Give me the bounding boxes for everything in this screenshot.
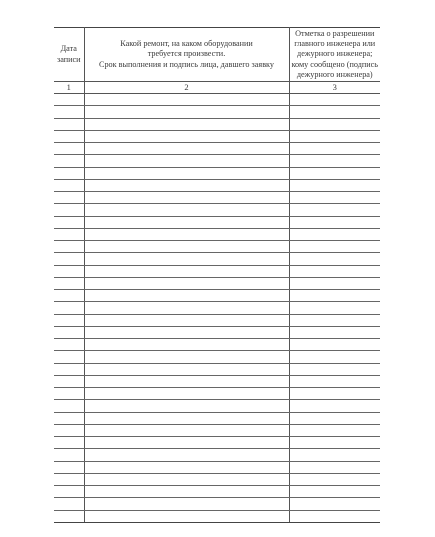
blank-cell[interactable] xyxy=(289,192,380,204)
blank-cell[interactable] xyxy=(84,192,289,204)
blank-cell[interactable] xyxy=(289,339,380,351)
blank-cell[interactable] xyxy=(289,473,380,485)
table-row xyxy=(54,314,380,326)
column-number-3: 3 xyxy=(289,82,380,94)
blank-cell[interactable] xyxy=(84,106,289,118)
table-row xyxy=(54,94,380,106)
blank-cell[interactable] xyxy=(289,94,380,106)
blank-cell[interactable] xyxy=(54,314,84,326)
table-row xyxy=(54,326,380,338)
blank-cell[interactable] xyxy=(84,302,289,314)
blank-cell[interactable] xyxy=(84,94,289,106)
table-row xyxy=(54,204,380,216)
blank-cell[interactable] xyxy=(289,216,380,228)
table-row xyxy=(54,216,380,228)
repair-log-table xyxy=(54,27,380,523)
table-row xyxy=(54,277,380,289)
column-number-2: 2 xyxy=(84,82,289,94)
blank-cell[interactable] xyxy=(54,339,84,351)
table-row xyxy=(54,412,380,424)
blank-cell[interactable] xyxy=(54,216,84,228)
table-row xyxy=(54,143,380,155)
table-row xyxy=(54,375,380,387)
blank-cell[interactable] xyxy=(54,143,84,155)
table-row xyxy=(54,179,380,191)
blank-cell[interactable] xyxy=(289,179,380,191)
table-row xyxy=(54,118,380,130)
blank-cell[interactable] xyxy=(289,204,380,216)
repair-log-form xyxy=(54,27,380,523)
table-row xyxy=(54,449,380,461)
column-number-row xyxy=(54,82,380,94)
blank-cell[interactable] xyxy=(54,388,84,400)
column-number-1: 1 xyxy=(54,82,84,94)
blank-cell[interactable] xyxy=(84,118,289,130)
blank-cell[interactable] xyxy=(289,363,380,375)
blank-cell[interactable] xyxy=(54,461,84,473)
blank-cell[interactable] xyxy=(54,118,84,130)
table-row xyxy=(54,265,380,277)
table-row xyxy=(54,192,380,204)
table-row xyxy=(54,486,380,498)
blank-cell[interactable] xyxy=(289,510,380,522)
blank-cell[interactable] xyxy=(54,106,84,118)
blank-cell[interactable] xyxy=(84,510,289,522)
blank-cell[interactable] xyxy=(289,400,380,412)
table-row xyxy=(54,510,380,522)
blank-cell[interactable] xyxy=(54,167,84,179)
blank-cell[interactable] xyxy=(84,498,289,510)
blank-cell[interactable] xyxy=(84,449,289,461)
blank-cell[interactable] xyxy=(289,498,380,510)
blank-cell[interactable] xyxy=(84,424,289,436)
blank-cell[interactable] xyxy=(289,290,380,302)
blank-cell[interactable] xyxy=(84,486,289,498)
blank-cell[interactable] xyxy=(54,326,84,338)
blank-cell[interactable] xyxy=(289,155,380,167)
blank-cell[interactable] xyxy=(54,351,84,363)
blank-cell[interactable] xyxy=(54,363,84,375)
blank-cell[interactable] xyxy=(54,510,84,522)
table-body xyxy=(54,94,380,523)
table-row xyxy=(54,498,380,510)
table-row xyxy=(54,400,380,412)
table-row xyxy=(54,106,380,118)
blank-cell[interactable] xyxy=(289,253,380,265)
blank-cell[interactable] xyxy=(289,302,380,314)
blank-cell[interactable] xyxy=(84,179,289,191)
blank-cell[interactable] xyxy=(54,155,84,167)
blank-cell[interactable] xyxy=(289,351,380,363)
blank-cell[interactable] xyxy=(289,375,380,387)
table-row xyxy=(54,228,380,240)
header-date: Дата записи xyxy=(54,28,84,82)
blank-cell[interactable] xyxy=(54,449,84,461)
blank-cell[interactable] xyxy=(289,388,380,400)
blank-cell[interactable] xyxy=(54,204,84,216)
blank-cell[interactable] xyxy=(289,118,380,130)
blank-cell[interactable] xyxy=(84,326,289,338)
blank-cell[interactable] xyxy=(289,424,380,436)
table-row xyxy=(54,241,380,253)
blank-cell[interactable] xyxy=(54,192,84,204)
table-row xyxy=(54,461,380,473)
table-row xyxy=(54,130,380,142)
blank-cell[interactable] xyxy=(289,449,380,461)
blank-cell[interactable] xyxy=(84,473,289,485)
blank-cell[interactable] xyxy=(289,486,380,498)
blank-cell[interactable] xyxy=(54,179,84,191)
table-row xyxy=(54,437,380,449)
table-row xyxy=(54,351,380,363)
blank-cell[interactable] xyxy=(289,130,380,142)
blank-cell[interactable] xyxy=(289,241,380,253)
blank-cell[interactable] xyxy=(84,388,289,400)
blank-cell[interactable] xyxy=(289,277,380,289)
blank-cell[interactable] xyxy=(84,461,289,473)
table-row xyxy=(54,167,380,179)
table-row xyxy=(54,302,380,314)
blank-cell[interactable] xyxy=(289,412,380,424)
table-row xyxy=(54,290,380,302)
table-row xyxy=(54,155,380,167)
blank-cell[interactable] xyxy=(84,228,289,240)
table-row xyxy=(54,363,380,375)
table-row xyxy=(54,473,380,485)
table-row xyxy=(54,424,380,436)
blank-cell[interactable] xyxy=(54,375,84,387)
blank-cell[interactable] xyxy=(84,265,289,277)
blank-cell[interactable] xyxy=(84,130,289,142)
blank-cell[interactable] xyxy=(54,437,84,449)
blank-cell[interactable] xyxy=(54,486,84,498)
blank-cell[interactable] xyxy=(54,94,84,106)
blank-cell[interactable] xyxy=(289,437,380,449)
blank-cell[interactable] xyxy=(54,412,84,424)
header-repair-description: Какой ремонт, на каком оборудовании требуется произвести. Срок выполнения и подпись лица, давшего заявку xyxy=(84,28,289,82)
blank-cell[interactable] xyxy=(54,302,84,314)
blank-cell[interactable] xyxy=(289,228,380,240)
blank-cell[interactable] xyxy=(54,228,84,240)
blank-cell[interactable] xyxy=(84,314,289,326)
blank-cell[interactable] xyxy=(84,167,289,179)
blank-cell[interactable] xyxy=(84,351,289,363)
blank-cell[interactable] xyxy=(84,204,289,216)
header-approval-mark: Отметка о разрешении главного инженера или дежурного инженера; кому сообщено (подпись дежурного инженера) xyxy=(289,28,380,82)
blank-cell[interactable] xyxy=(289,461,380,473)
blank-cell[interactable] xyxy=(289,326,380,338)
blank-cell[interactable] xyxy=(54,424,84,436)
blank-cell[interactable] xyxy=(84,363,289,375)
blank-cell[interactable] xyxy=(84,375,289,387)
table-row xyxy=(54,388,380,400)
blank-cell[interactable] xyxy=(54,130,84,142)
blank-cell[interactable] xyxy=(54,498,84,510)
blank-cell[interactable] xyxy=(84,290,289,302)
blank-cell[interactable] xyxy=(54,290,84,302)
table-row xyxy=(54,253,380,265)
blank-cell[interactable] xyxy=(84,143,289,155)
blank-cell[interactable] xyxy=(289,106,380,118)
blank-cell[interactable] xyxy=(54,400,84,412)
blank-cell[interactable] xyxy=(84,437,289,449)
blank-cell[interactable] xyxy=(84,155,289,167)
blank-cell[interactable] xyxy=(84,400,289,412)
blank-cell[interactable] xyxy=(289,314,380,326)
table-row xyxy=(54,339,380,351)
blank-cell[interactable] xyxy=(289,167,380,179)
blank-cell[interactable] xyxy=(54,277,84,289)
blank-cell[interactable] xyxy=(54,473,84,485)
blank-cell[interactable] xyxy=(84,216,289,228)
blank-cell[interactable] xyxy=(289,143,380,155)
blank-cell[interactable] xyxy=(84,241,289,253)
blank-cell[interactable] xyxy=(54,265,84,277)
blank-cell[interactable] xyxy=(54,253,84,265)
blank-cell[interactable] xyxy=(84,412,289,424)
blank-cell[interactable] xyxy=(54,241,84,253)
blank-cell[interactable] xyxy=(84,277,289,289)
blank-cell[interactable] xyxy=(84,253,289,265)
header-row xyxy=(54,28,380,82)
blank-cell[interactable] xyxy=(289,265,380,277)
blank-cell[interactable] xyxy=(84,339,289,351)
